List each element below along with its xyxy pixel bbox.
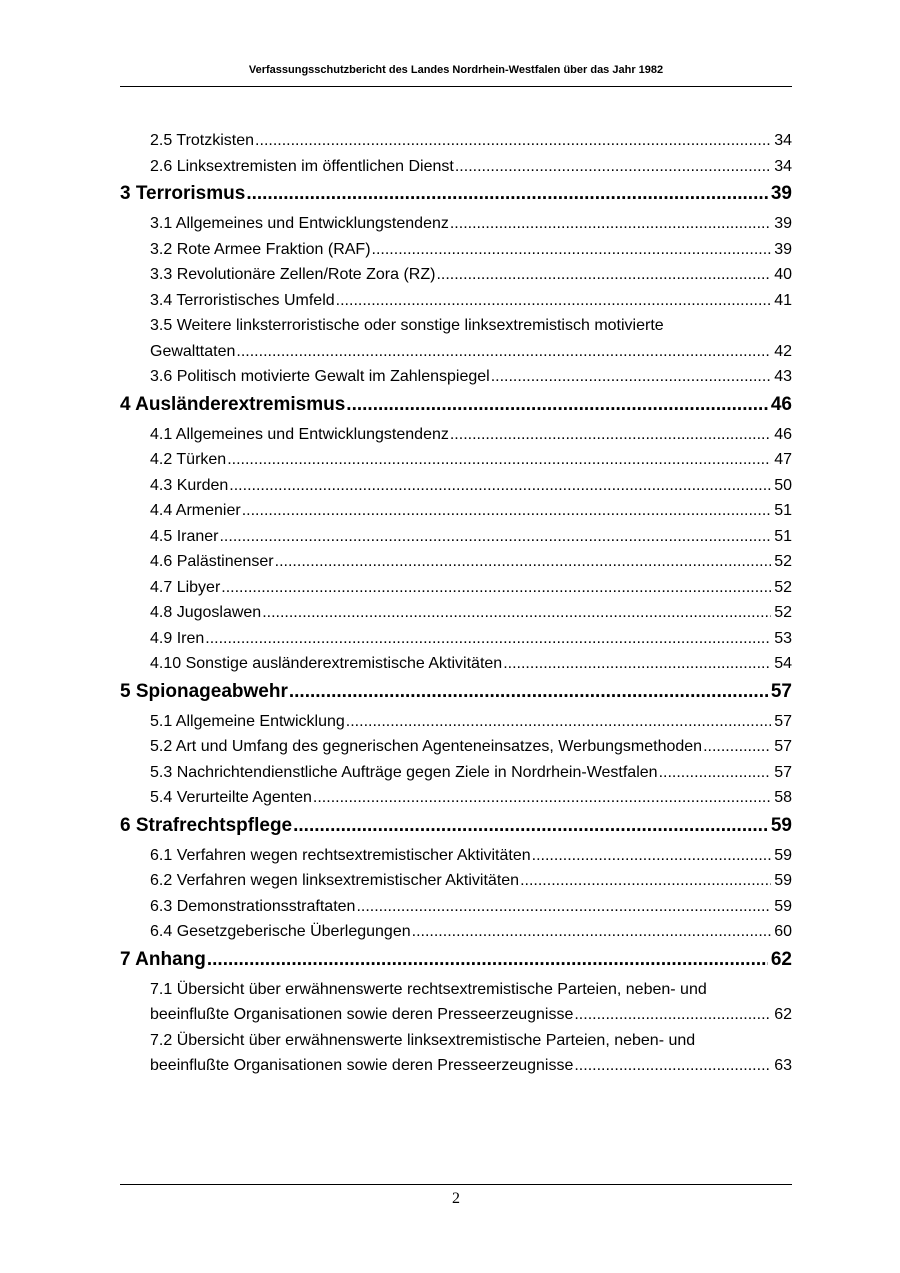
toc-entry-title: 7.1 Übersicht über erwähnenswerte rechtsextremistische Parteien, neben- und bbox=[150, 980, 707, 998]
toc-chapter-entry[interactable] bbox=[120, 945, 792, 975]
toc-entry-page: 51 bbox=[774, 527, 792, 545]
toc-entry-title-continued: beeinflußte Organisationen sowie deren Presseerzeugnisse bbox=[150, 1057, 574, 1074]
toc-entry-title: 4.7 Libyer bbox=[150, 578, 221, 596]
toc-entry-page: 59 bbox=[774, 897, 792, 915]
toc-entry-title: 4.1 Allgemeines und Entwicklungstendenz bbox=[150, 425, 449, 443]
toc-section-entry[interactable] bbox=[120, 288, 792, 314]
dot-leader bbox=[227, 447, 771, 473]
toc-entry-page: 52 bbox=[774, 578, 792, 596]
toc-entry-page: 52 bbox=[774, 604, 792, 621]
toc-entry-title: 3.4 Terroristisches Umfeld bbox=[150, 291, 335, 309]
dot-leader bbox=[205, 626, 771, 652]
toc-section-entry[interactable] bbox=[120, 447, 792, 473]
toc-entry-title: 4.3 Kurden bbox=[150, 476, 229, 494]
toc-section-entry[interactable] bbox=[120, 575, 792, 601]
toc-section-entry[interactable] bbox=[120, 549, 792, 575]
dot-leader bbox=[372, 237, 772, 263]
toc-entry-title: 3 Terrorismus bbox=[120, 183, 246, 204]
toc-entry-title: 5.4 Verurteilte Agenten bbox=[150, 789, 312, 806]
toc-section-entry[interactable] bbox=[120, 868, 792, 894]
toc-entry-page: 51 bbox=[774, 502, 792, 519]
dot-leader bbox=[313, 785, 771, 811]
toc-entry-title: 4.10 Sonstige ausländerextremistische Aktivitäten bbox=[150, 655, 503, 672]
toc-entry-title: 5 Spionageabwehr bbox=[120, 680, 288, 702]
toc-entry-title: 6 Strafrechtspflege bbox=[120, 814, 293, 836]
dot-leader bbox=[207, 945, 768, 975]
toc-entry-page: 57 bbox=[774, 763, 792, 781]
dot-leader bbox=[412, 919, 772, 945]
toc-entry-page: 58 bbox=[774, 789, 792, 806]
toc-section-entry[interactable] bbox=[120, 237, 792, 263]
toc-section-entry[interactable] bbox=[120, 760, 792, 786]
toc-entry-title: 4.8 Jugoslawen bbox=[150, 604, 262, 621]
dot-leader bbox=[659, 760, 772, 786]
toc-entry-page: 59 bbox=[774, 846, 792, 864]
toc-entry-title: 4.2 Türken bbox=[150, 451, 227, 468]
dot-leader bbox=[275, 549, 772, 575]
dot-leader bbox=[520, 868, 771, 894]
dot-leader bbox=[356, 894, 771, 920]
dot-leader bbox=[436, 262, 771, 288]
toc-section-entry[interactable] bbox=[120, 919, 792, 945]
toc-entry-page: 39 bbox=[774, 215, 792, 232]
dot-leader bbox=[289, 677, 768, 707]
toc-entry-page: 39 bbox=[770, 183, 792, 204]
toc-entry-page: 50 bbox=[774, 476, 792, 494]
toc-entry-page: 46 bbox=[770, 393, 792, 415]
toc-entry-title: 3.2 Rote Armee Fraktion (RAF) bbox=[150, 240, 371, 258]
toc-entry-page: 52 bbox=[774, 553, 792, 570]
toc-section-entry[interactable] bbox=[120, 154, 792, 180]
dot-leader bbox=[503, 651, 771, 677]
dot-leader bbox=[574, 1053, 771, 1079]
toc-entry-page: 34 bbox=[774, 157, 792, 175]
toc-entry-page: 62 bbox=[770, 948, 792, 970]
dot-leader bbox=[246, 179, 768, 209]
toc-section-entry[interactable] bbox=[120, 785, 792, 811]
toc-entry-page: 57 bbox=[774, 712, 792, 730]
toc-entry-title: 6.1 Verfahren wegen rechtsextremistischer Aktivitäten bbox=[150, 846, 531, 864]
toc-section-entry[interactable] bbox=[120, 977, 792, 1028]
toc-entry-title: 3.1 Allgemeines und Entwicklungstendenz bbox=[150, 215, 449, 232]
toc-entry-title: 4.6 Palästinenser bbox=[150, 553, 274, 570]
toc-entry-title: 5.1 Allgemeine Entwicklung bbox=[150, 712, 345, 730]
toc-entry-page: 59 bbox=[770, 814, 792, 836]
toc-entry-title-continued: beeinflußte Organisationen sowie deren Presseerzeugnisse bbox=[150, 1006, 574, 1023]
toc-section-entry[interactable] bbox=[120, 364, 792, 390]
header-rule bbox=[120, 86, 792, 87]
toc-section-entry[interactable] bbox=[120, 734, 792, 760]
dot-leader bbox=[219, 524, 771, 550]
dot-leader bbox=[229, 473, 771, 499]
toc-entry-page: 39 bbox=[774, 240, 792, 258]
toc-section-entry[interactable] bbox=[120, 894, 792, 920]
dot-leader bbox=[491, 364, 772, 390]
toc-section-entry[interactable] bbox=[120, 524, 792, 550]
toc-section-entry[interactable] bbox=[120, 626, 792, 652]
toc-entry-title-continued: Gewalttaten bbox=[150, 342, 236, 360]
toc-chapter-entry[interactable] bbox=[120, 179, 792, 209]
footer-rule bbox=[120, 1184, 792, 1185]
toc-section-entry[interactable] bbox=[120, 498, 792, 524]
toc-entry-page: 43 bbox=[774, 368, 792, 385]
toc-entry-title: 4.4 Armenier bbox=[150, 502, 241, 519]
dot-leader bbox=[346, 709, 771, 735]
toc-entry-page: 54 bbox=[774, 655, 792, 672]
dot-leader bbox=[242, 498, 771, 524]
toc-section-entry[interactable] bbox=[120, 1028, 792, 1079]
toc-entry-title: 2.6 Linksextremisten im öffentlichen Dienst bbox=[150, 157, 454, 175]
toc-entry-title: 6.3 Demonstrationsstraftaten bbox=[150, 897, 356, 915]
toc-entry-title: 3.5 Weitere linksterroristische oder sonstige linksextremistisch motivierte bbox=[150, 317, 664, 334]
toc-entry-title: 6.4 Gesetzgeberische Überlegungen bbox=[150, 923, 411, 940]
toc-section-entry[interactable] bbox=[120, 422, 792, 448]
toc-entry-title: 4.9 Iren bbox=[150, 629, 205, 647]
toc-chapter-entry[interactable] bbox=[120, 677, 792, 707]
toc-section-entry[interactable] bbox=[120, 313, 792, 364]
toc-entry-page: 42 bbox=[774, 342, 792, 360]
toc-entry-page: 62 bbox=[774, 1006, 792, 1023]
table-of-contents bbox=[120, 128, 792, 1079]
toc-entry-title: 5.2 Art und Umfang des gegnerischen Agenteneinsatzes, Werbungsmethoden bbox=[150, 738, 703, 755]
toc-entry-page: 53 bbox=[774, 629, 792, 647]
toc-entry-title: 3.3 Revolutionäre Zellen/Rote Zora (RZ) bbox=[150, 266, 436, 283]
toc-entry-page: 47 bbox=[774, 451, 792, 468]
toc-entry-page: 57 bbox=[770, 680, 792, 702]
dot-leader bbox=[336, 288, 772, 314]
dot-leader bbox=[450, 211, 771, 237]
toc-entry-title: 4 Ausländerextremismus bbox=[120, 393, 346, 415]
dot-leader bbox=[532, 843, 772, 869]
dot-leader bbox=[703, 734, 771, 760]
toc-section-entry[interactable] bbox=[120, 262, 792, 288]
toc-entry-page: 46 bbox=[774, 425, 792, 443]
toc-chapter-entry[interactable] bbox=[120, 390, 792, 420]
dot-leader bbox=[221, 575, 771, 601]
toc-entry-title: 4.5 Iraner bbox=[150, 527, 219, 545]
dot-leader bbox=[236, 339, 771, 365]
dot-leader bbox=[293, 811, 768, 841]
toc-section-entry[interactable] bbox=[120, 128, 792, 154]
toc-entry-page: 34 bbox=[774, 132, 792, 149]
toc-entry-page: 59 bbox=[774, 872, 792, 889]
toc-entry-title: 3.6 Politisch motivierte Gewalt im Zahlenspiegel bbox=[150, 368, 490, 385]
dot-leader bbox=[455, 154, 771, 180]
dot-leader bbox=[574, 1002, 771, 1028]
toc-entry-title: 7 Anhang bbox=[120, 948, 206, 970]
toc-entry-page: 57 bbox=[774, 738, 792, 755]
dot-leader bbox=[255, 128, 771, 154]
toc-entry-title: 2.5 Trotzkisten bbox=[150, 132, 255, 149]
toc-section-entry[interactable] bbox=[120, 651, 792, 677]
running-header: Verfassungsschutzbericht des Landes Nordrhein-Westfalen über das Jahr 1982 bbox=[248, 64, 664, 76]
dot-leader bbox=[346, 390, 768, 420]
toc-chapter-entry[interactable] bbox=[120, 811, 792, 841]
toc-section-entry[interactable] bbox=[120, 211, 792, 237]
toc-entry-title: 5.3 Nachrichtendienstliche Aufträge gegen Ziele in Nordrhein-Westfalen bbox=[150, 763, 658, 781]
toc-section-entry[interactable] bbox=[120, 473, 792, 499]
page-number: 2 bbox=[452, 1190, 460, 1207]
dot-leader bbox=[450, 422, 771, 448]
dot-leader bbox=[262, 600, 771, 626]
toc-section-entry[interactable] bbox=[120, 843, 792, 869]
toc-section-entry[interactable] bbox=[120, 709, 792, 735]
toc-entry-page: 63 bbox=[774, 1057, 792, 1074]
toc-entry-page: 60 bbox=[774, 923, 792, 940]
toc-entry-page: 40 bbox=[774, 266, 792, 283]
toc-entry-title: 6.2 Verfahren wegen linksextremistischer Aktivitäten bbox=[150, 872, 520, 889]
toc-entry-page: 41 bbox=[774, 291, 792, 309]
toc-entry-title: 7.2 Übersicht über erwähnenswerte linksextremistische Parteien, neben- und bbox=[150, 1031, 696, 1049]
toc-section-entry[interactable] bbox=[120, 600, 792, 626]
